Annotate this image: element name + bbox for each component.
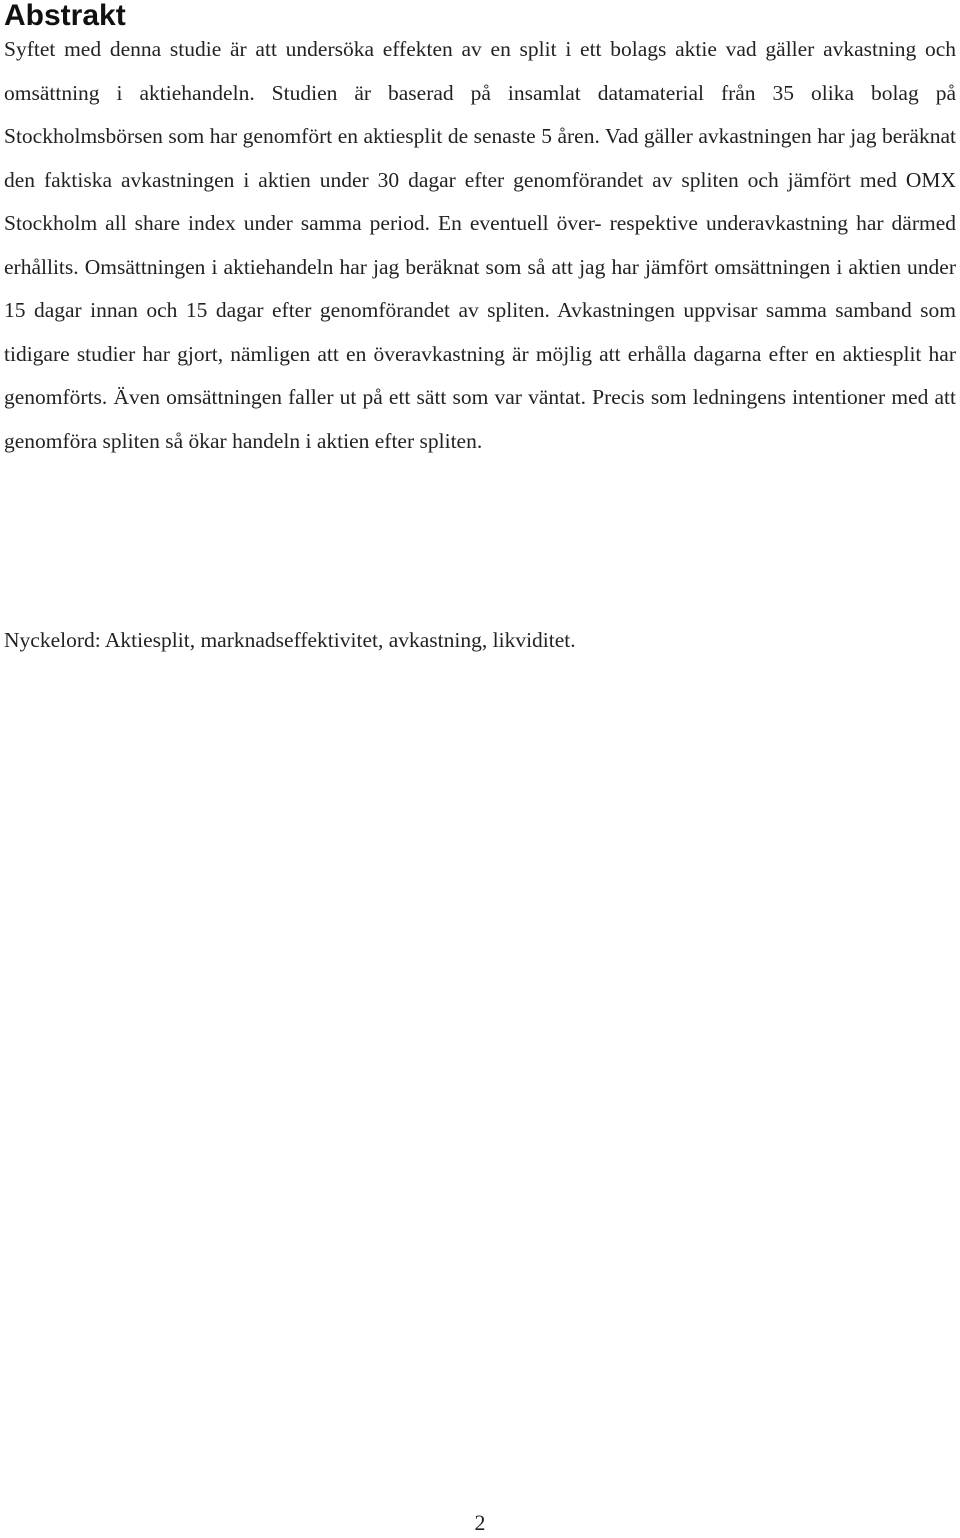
keywords-line: Nyckelord: Aktiesplit, marknadseffektivitet, avkastning, likviditet.: [4, 628, 576, 652]
page-title: Abstrakt: [4, 0, 126, 32]
page-number: 2: [474, 1510, 486, 1535]
abstract-paragraph: Syftet med denna studie är att undersöka effekten av en split i ett bolags aktie vad gäller avkastning och omsättning i aktiehandeln. Studien är baserad på insamlat datamaterial från 35 olika bolag på Stockholmsbörsen som har genomfört en aktiesplit de senaste 5 åren. Vad gäller avkastningen har jag beräknat den faktiska avkastningen i aktien under 30 dagar efter genomförandet av spliten och jämfört med OMX Stockholm all share index under samma period. En eventuell över- respektive underavkastning har därmed erhållits. Omsättningen i aktiehandeln har jag beräknat som så att jag har jämfört omsättningen i aktien under 15 dagar innan och 15 dagar efter genomförandet av spliten. Avkastningen uppvisar samma samband som tidigare studier har gjort, nämligen att en överavkastning är möjlig att erhålla dagarna efter en aktiesplit har genomförts. Även omsättningen faller ut på ett sätt som var väntat. Precis som ledningens intentioner med att genomföra spliten så ökar handeln i aktien efter spliten.: [4, 37, 956, 453]
